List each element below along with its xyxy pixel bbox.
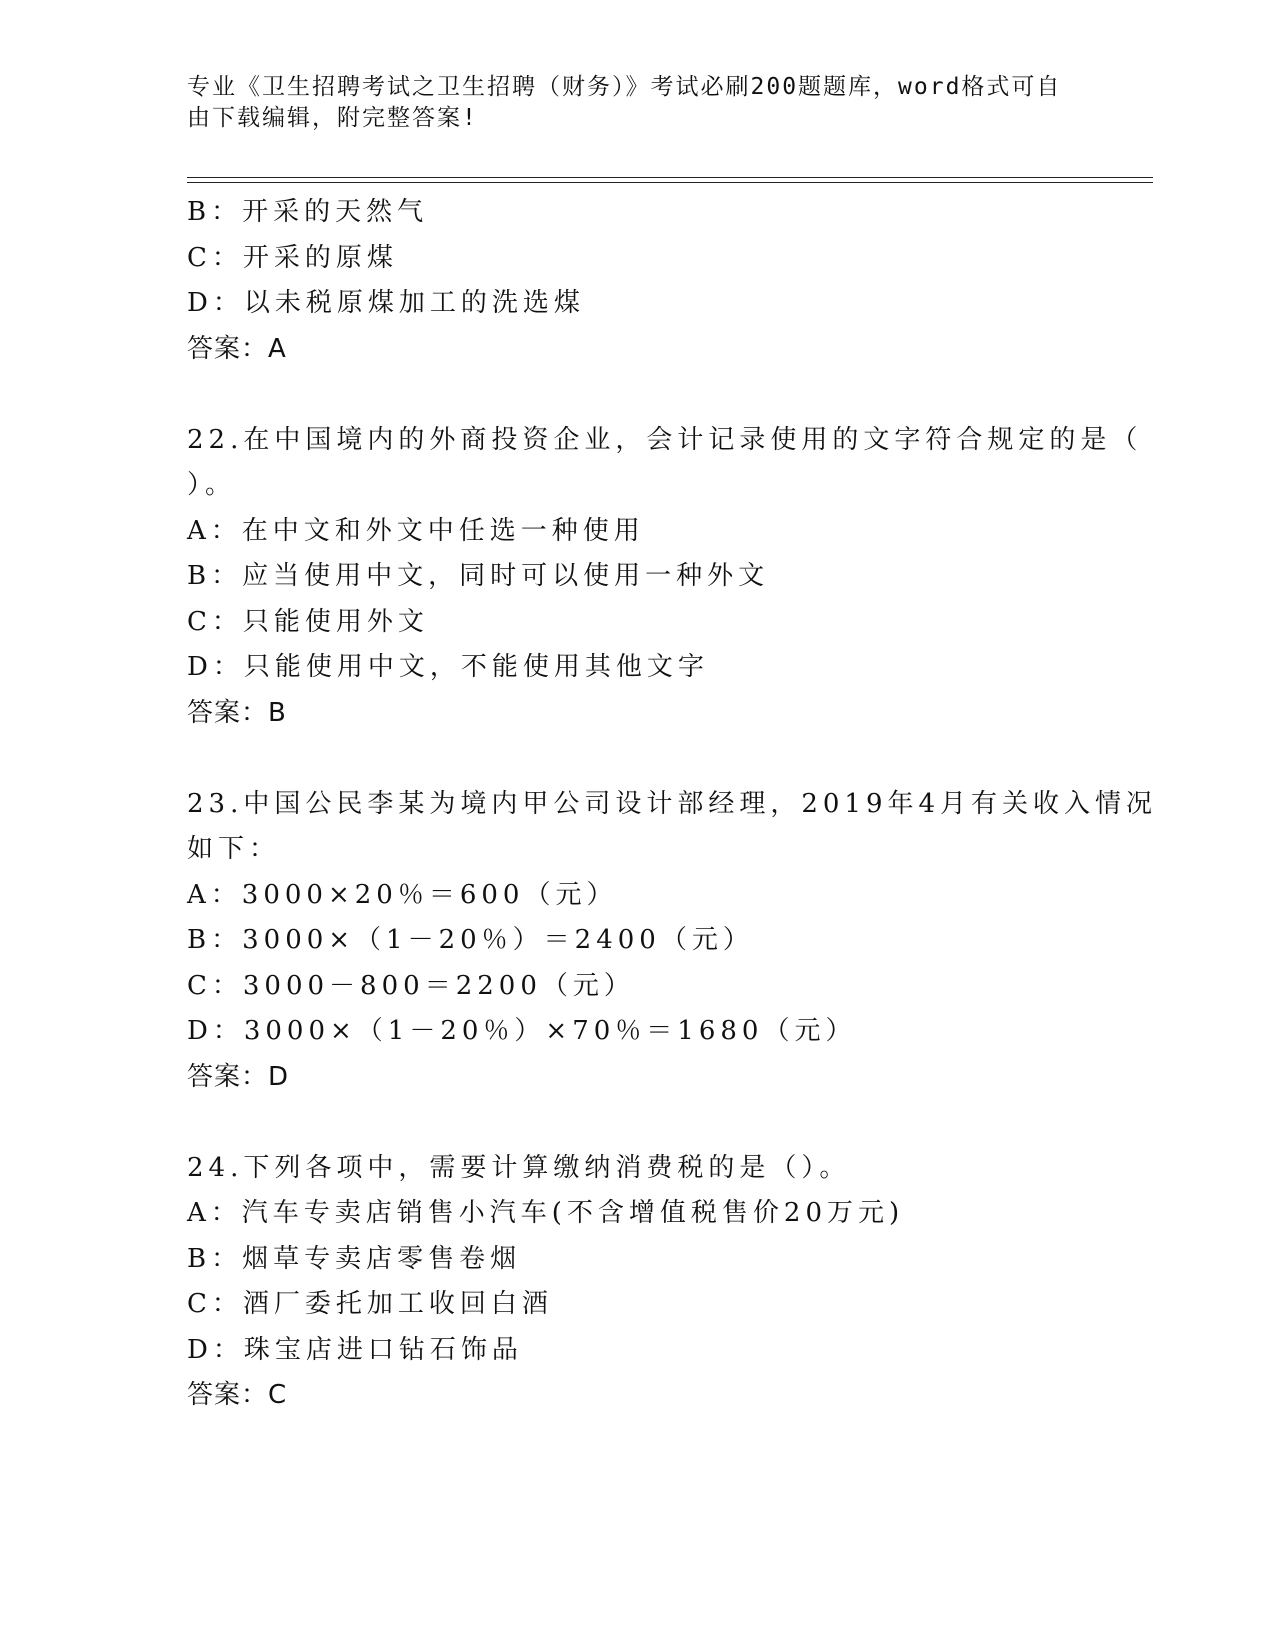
answer: 答案：D — [187, 1061, 290, 1092]
question-list — [187, 190, 1158, 1419]
spacer — [187, 736, 1117, 782]
option-d: D：3000×（1－20％）×70％＝1680（元） — [187, 1016, 857, 1046]
question-stem-continued: ）。 — [187, 470, 237, 500]
option-b: B：烟草专卖店零售卷烟 — [187, 1243, 522, 1274]
header-line-2: 由下载编辑，附完整答案! — [187, 105, 478, 131]
option-b: B：开采的天然气 — [187, 197, 429, 227]
option-d: D：只能使用中文，不能使用其他文字 — [187, 652, 709, 682]
answer: 答案：A — [187, 333, 287, 364]
question-22 — [187, 418, 1143, 737]
question-21-tail — [187, 190, 1117, 372]
option-a: A：汽车专卖店销售小汽车(不含增值税售价20万元) — [187, 1198, 905, 1228]
document-header — [187, 72, 1067, 134]
option-d: D：以未税原煤加工的洗选煤 — [187, 288, 585, 318]
option-c: C：3000－800＝2200（元） — [187, 970, 635, 1001]
question-stem: 24.下列各项中，需要计算缴纳消费税的是（）。 — [187, 1152, 851, 1183]
option-c: C：开采的原煤 — [187, 242, 398, 273]
option-c: C：酒厂委托加工收回白酒 — [187, 1289, 553, 1319]
option-c: C：只能使用外文 — [187, 606, 429, 637]
spacer — [187, 372, 1117, 418]
header-line-1: 专业《卫生招聘考试之卫生招聘（财务）》考试必刷200题题库，word格式可自 — [187, 74, 1062, 100]
answer: 答案：B — [187, 697, 287, 728]
question-23 — [187, 782, 1158, 1101]
question-stem: 23.中国公民李某为境内甲公司设计部经理，2019年4月有关收入情况 — [187, 788, 1158, 819]
answer: 答案：C — [187, 1380, 288, 1410]
question-stem: 22.在中国境内的外商投资企业，会计记录使用的文字符合规定的是（ — [187, 424, 1143, 455]
option-b: B：应当使用中文，同时可以使用一种外文 — [187, 561, 770, 591]
option-d: D：珠宝店进口钻石饰品 — [187, 1334, 523, 1365]
option-a: A：在中文和外文中任选一种使用 — [187, 515, 645, 546]
option-b: B：3000×（1－20％）＝2400（元） — [187, 925, 754, 955]
spacer — [187, 1100, 1117, 1146]
header-divider-bottom — [187, 182, 1153, 183]
option-a: A：3000×20％＝600（元） — [187, 879, 618, 910]
question-stem-continued: 如下： — [187, 834, 281, 864]
header-divider-top — [187, 177, 1153, 178]
question-24 — [187, 1146, 1117, 1419]
